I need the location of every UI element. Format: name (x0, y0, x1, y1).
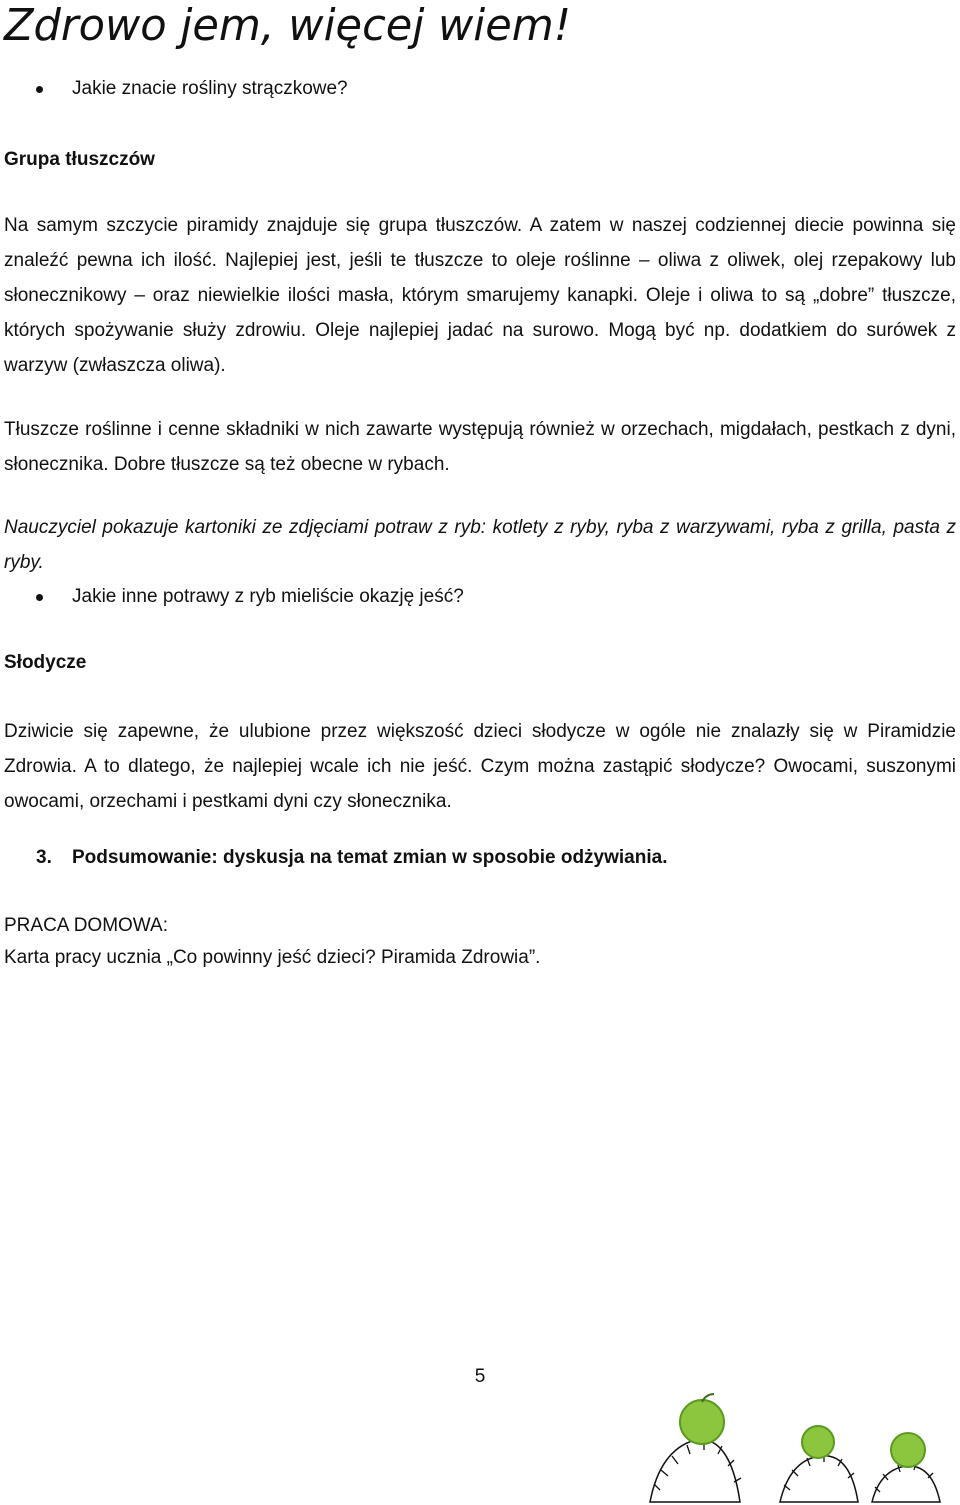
apple-hedgehogs-illustration (640, 1390, 960, 1505)
section-heading-sweets: Słodycze (4, 652, 87, 673)
fats-paragraph-1: Na samym szczycie piramidy znajduje się grupa tłuszczów. A zatem w naszej codziennej diecie powinna się znaleźć pewna ich ilość. Najlepiej jest, jeśli te tłuszcze to oleje roślinne – oliwa z oliwek, olej rzepakowy lub słonecznikowy – oraz niewielkie ilości masła, którym smarujemy kanapki. Oleje i oliwa to są „dobre” tłuszcze, których spożywanie służy zdrowiu. Oleje najlepiej jadać na surowo. Mogą być np. dodatkiem do surówek z warzyw (zwłaszcza oliwa). (4, 215, 956, 376)
hedgehog-middle-icon (780, 1426, 858, 1502)
homework-text: Karta pracy ucznia „Co powinny jeść dzieci? Piramida Zdrowia”. (4, 947, 541, 968)
bullet-text: Jakie inne potrawy z ryb mieliście okazję jeść? (72, 586, 464, 607)
summary-list-item (36, 843, 667, 873)
fats-paragraph-3-italic: Nauczyciel pokazuje kartoniki ze zdjęciami potraw z ryb: kotlety z ryby, ryba z warzywami, ryba z grilla, pasta z ryby. (4, 517, 956, 573)
bullet-text: Jakie znacie rośliny strączkowe? (72, 78, 348, 99)
hedgehog-right-icon (872, 1433, 940, 1502)
homework-heading: PRACA DOMOWA: (4, 915, 168, 936)
page-number: 5 (474, 1366, 486, 1387)
sweets-paragraph: Dziwicie się zapewne, że ulubione przez większość dzieci słodycze w ogóle nie znalazły się w Piramidzie Zdrowia. A to dlatego, że najlepiej wcale ich nie jeść. Czym można zastąpić słodycze? Owocami, suszonymi owocami, orzechami i pestkami dyni czy słonecznika. (4, 721, 956, 812)
fats-paragraph-2: Tłuszcze roślinne i cenne składniki w nich zawarte występują również w orzechach, migdałach, pestkach z dyni, słonecznika. Dobre tłuszcze są też obecne w rybach. (4, 419, 956, 475)
list-number: 3. (36, 847, 52, 868)
bullet-icon (36, 594, 43, 601)
hedgehog-left-icon (650, 1394, 741, 1502)
section-heading-fats: Grupa tłuszczów (4, 149, 155, 170)
bullet-icon (36, 86, 43, 93)
header-title: Zdrowo jem, więcej wiem! (4, 0, 572, 51)
list-text: Podsumowanie: dyskusja na temat zmian w sposobie odżywiania. (72, 847, 668, 868)
